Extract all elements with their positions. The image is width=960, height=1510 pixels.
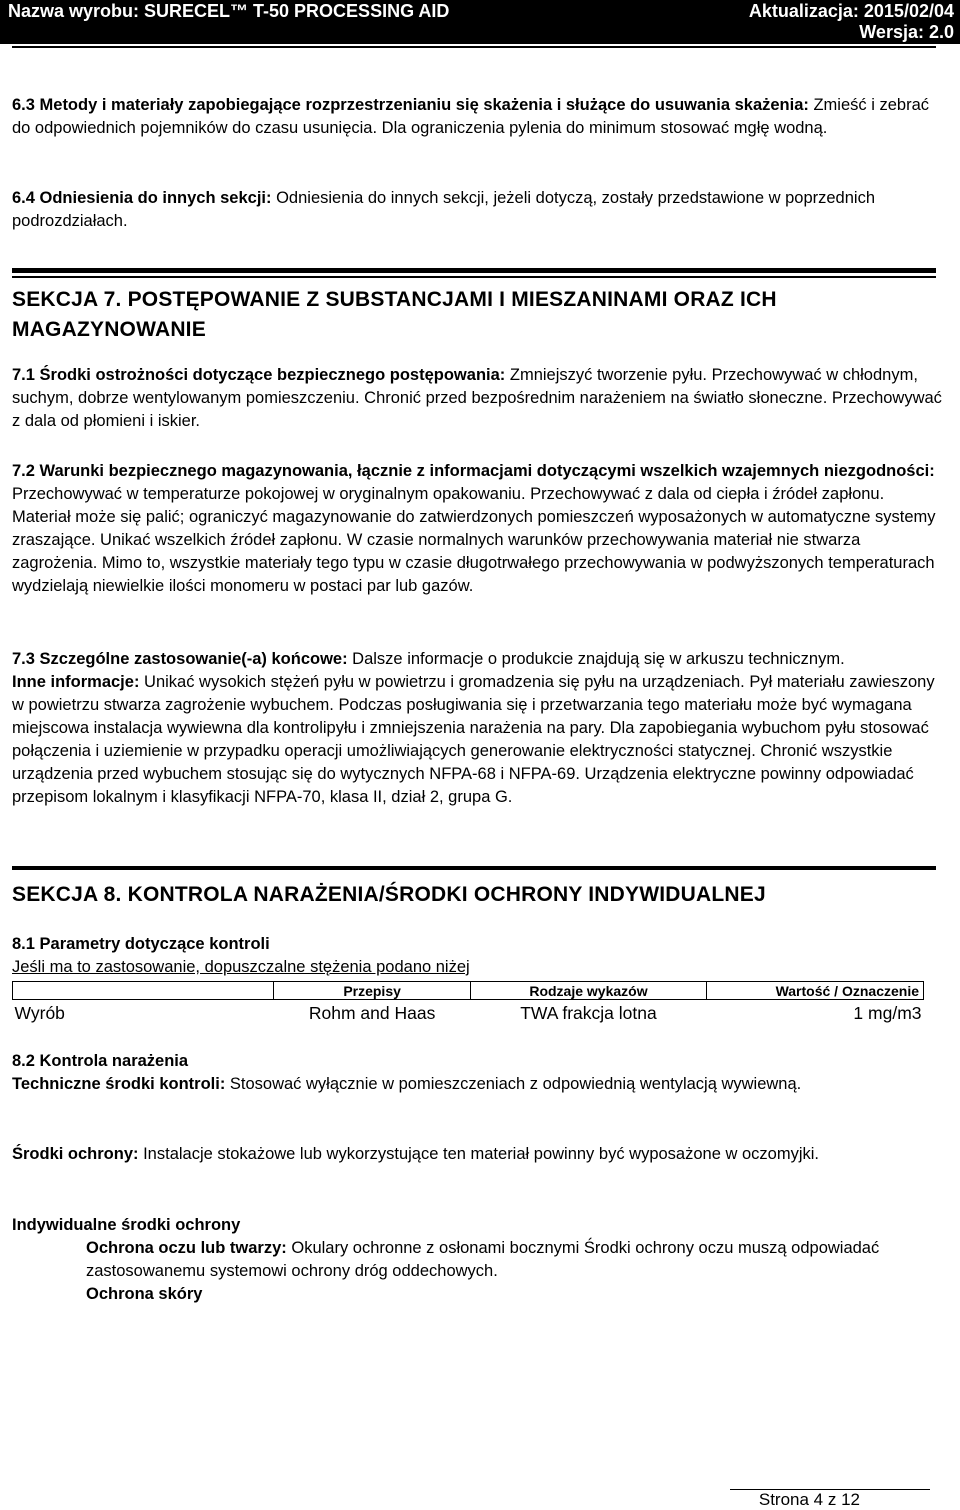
- s8-1-heading: 8.1 Parametry dotyczące kontroli: [12, 935, 270, 953]
- section-8-1: [12, 933, 942, 979]
- skin-heading: Ochrona skóry: [86, 1285, 203, 1303]
- s7-2-heading: 7.2 Warunki bezpiecznego magazynowania, łącznie z informacjami dotyczącymi wszelkich wzajemnych niezgodności:: [12, 462, 935, 480]
- section-7-rule-top: [12, 268, 936, 273]
- protect-heading: Środki ochrony:: [12, 1145, 139, 1163]
- version: Wersja: 2.0: [859, 22, 954, 42]
- header-rule: [12, 46, 936, 48]
- inne-heading: Inne informacje:: [12, 673, 140, 691]
- table-row: [13, 1000, 924, 1025]
- col-header-list-types: Rodzaje wykazów: [471, 982, 706, 1000]
- page-number: Strona 4 z 12: [758, 1490, 860, 1509]
- ind-heading: Indywidualne środki ochrony: [12, 1216, 241, 1234]
- eye-heading: Ochrona oczu lub twarzy:: [86, 1239, 287, 1257]
- s8-2-heading: 8.2 Kontrola narażenia: [12, 1052, 189, 1070]
- s8-1-subtitle: Jeśli ma to zastosowanie, dopuszczalne stężenia podano niżej: [12, 958, 470, 976]
- section-6-3: [12, 94, 942, 140]
- protection-measures: [12, 1143, 942, 1166]
- protect-text: Instalacje stokażowe lub wykorzystujące ten materiał powinny być wyposażone w oczomyjki.: [138, 1145, 819, 1163]
- table-header-row: [13, 982, 924, 1000]
- section-6-4: [12, 187, 942, 233]
- tech-heading: Techniczne środki kontroli:: [12, 1075, 226, 1093]
- tech-text: Stosować wyłącznie w pomieszczeniach z odpowiednią wentylacją wywiewną.: [225, 1075, 802, 1093]
- s7-1-text: Zmniejszyć tworzenie pyłu. Przechowywać w chłodnym, suchym, dobrze wentylowanym pomieszczeniu. Chronić przed bezpośrednim narażeniem na światło słoneczne. Przechowywać z dala od płomieni i iskier.: [12, 366, 942, 430]
- inne-text: Unikać wysokich stężeń pyłu w powietrzu i gromadzenia się pyłu na urządzeniach. Pył materiału zawieszony w powietrzu stwarza zagrożenie wybuchem. Podczas posługiwania się i przetwarzania tego materiału może być wymagana miejscowa instalacja wywiewna dla kontrolipyłu i zmniejszenia narażenia na pary. Dla zapobiegania wybuchom pyłu stosować połączenia i uziemienie w przypadku operacji umożliwiających generowanie elektryczności statycznej. Chronić wszystkie urządzenia przed wybuchem stosując się do wytycznych NFPA-68 i NFPA-69. Urządzenia elektryczne powinny odpowiadać przepisom lokalnym i klasyfikacji NFPA-70, klasa II, dział 2, grupa G.: [12, 673, 935, 806]
- s6-4-text: Odniesienia do innych sekcji, jeżeli dotyczą, zostały przedstawione w poprzednich podrozdziałach.: [12, 189, 875, 230]
- s6-3-heading: 6.3 Metody i materiały zapobiegające rozprzestrzenianiu się skażenia i służące do usuwania skażenia:: [12, 96, 809, 114]
- cell-list-type: TWA frakcja lotna: [520, 1003, 657, 1023]
- cell-product: Wyrób: [14, 1003, 65, 1023]
- individual-protection: [12, 1214, 942, 1237]
- eye-protection: [86, 1237, 906, 1306]
- section-8-title: SEKCJA 8. KONTROLA NARAŻENIA/ŚRODKI OCHRONY INDYWIDUALNEJ: [12, 883, 766, 906]
- col-header-blank: [13, 982, 274, 1000]
- s6-3-text: Zmieść i zebrać do odpowiednich pojemników do czasu usunięcia. Dla ograniczenia pylenia do minimum stosować mgłę wodną.: [12, 96, 929, 137]
- s7-2-text: Przechowywać w temperaturze pokojowej w oryginalnym opakowaniu. Przechowywać z dala od ciepła i źródeł zapłonu. Materiał może się palić; ograniczyć magazynowanie do zatwierdzonych pomieszczeń wyposażonych w automatyczne systemy zraszające. Unikać wszelkich źródeł zapłonu. W czasie normalnych warunków przechowywania materiał nie stwarza zagrożenia. Mimo to, wszystkie materiały tego typu w czasie długotrwałego przechowywania w podwyższonych temperaturach wydzielają niewielkie ilości monomeru w postaci par lub gazów.: [12, 485, 936, 595]
- cell-regulation: Rohm and Haas: [308, 1003, 436, 1023]
- eye-text: Okulary ochronne z osłonami bocznymi Środki ochrony oczu muszą odpowiadać zastosowanemu systemowi ochrony dróg oddechowych.: [86, 1239, 880, 1280]
- col-header-value: Wartość / Oznaczenie: [706, 982, 923, 1000]
- s6-4-heading: 6.4 Odniesienia do innych sekcji:: [12, 189, 272, 207]
- document-header: [0, 0, 960, 44]
- cell-value: 1 mg/m3: [853, 1003, 922, 1023]
- section-7-3: [12, 648, 942, 809]
- update-date: Aktualizacja: 2015/02/04: [748, 1, 954, 21]
- s7-3-heading: 7.3 Szczególne zastosowanie(-a) końcowe:: [12, 650, 348, 668]
- section-8-2: [12, 1050, 942, 1096]
- section-7-title: SEKCJA 7. POSTĘPOWANIE Z SUBSTANCJAMI I MIESZANINAMI ORAZ ICH MAGAZYNOWANIE: [12, 288, 777, 341]
- exposure-limits-table: [12, 981, 924, 1024]
- col-header-regulations: Przepisy: [273, 982, 470, 1000]
- section-7-2: [12, 460, 942, 598]
- product-name: Nazwa wyrobu: SURECEL™ T-50 PROCESSING AID: [8, 1, 450, 21]
- section-8-rule: [12, 866, 936, 870]
- section-7-rule-bottom: [12, 276, 936, 278]
- s7-1-heading: 7.1 Środki ostrożności dotyczące bezpiecznego postępowania:: [12, 366, 506, 384]
- section-7-1: [12, 364, 942, 433]
- s7-3-text: Dalsze informacje o produkcie znajdują się w arkuszu technicznym.: [347, 650, 845, 668]
